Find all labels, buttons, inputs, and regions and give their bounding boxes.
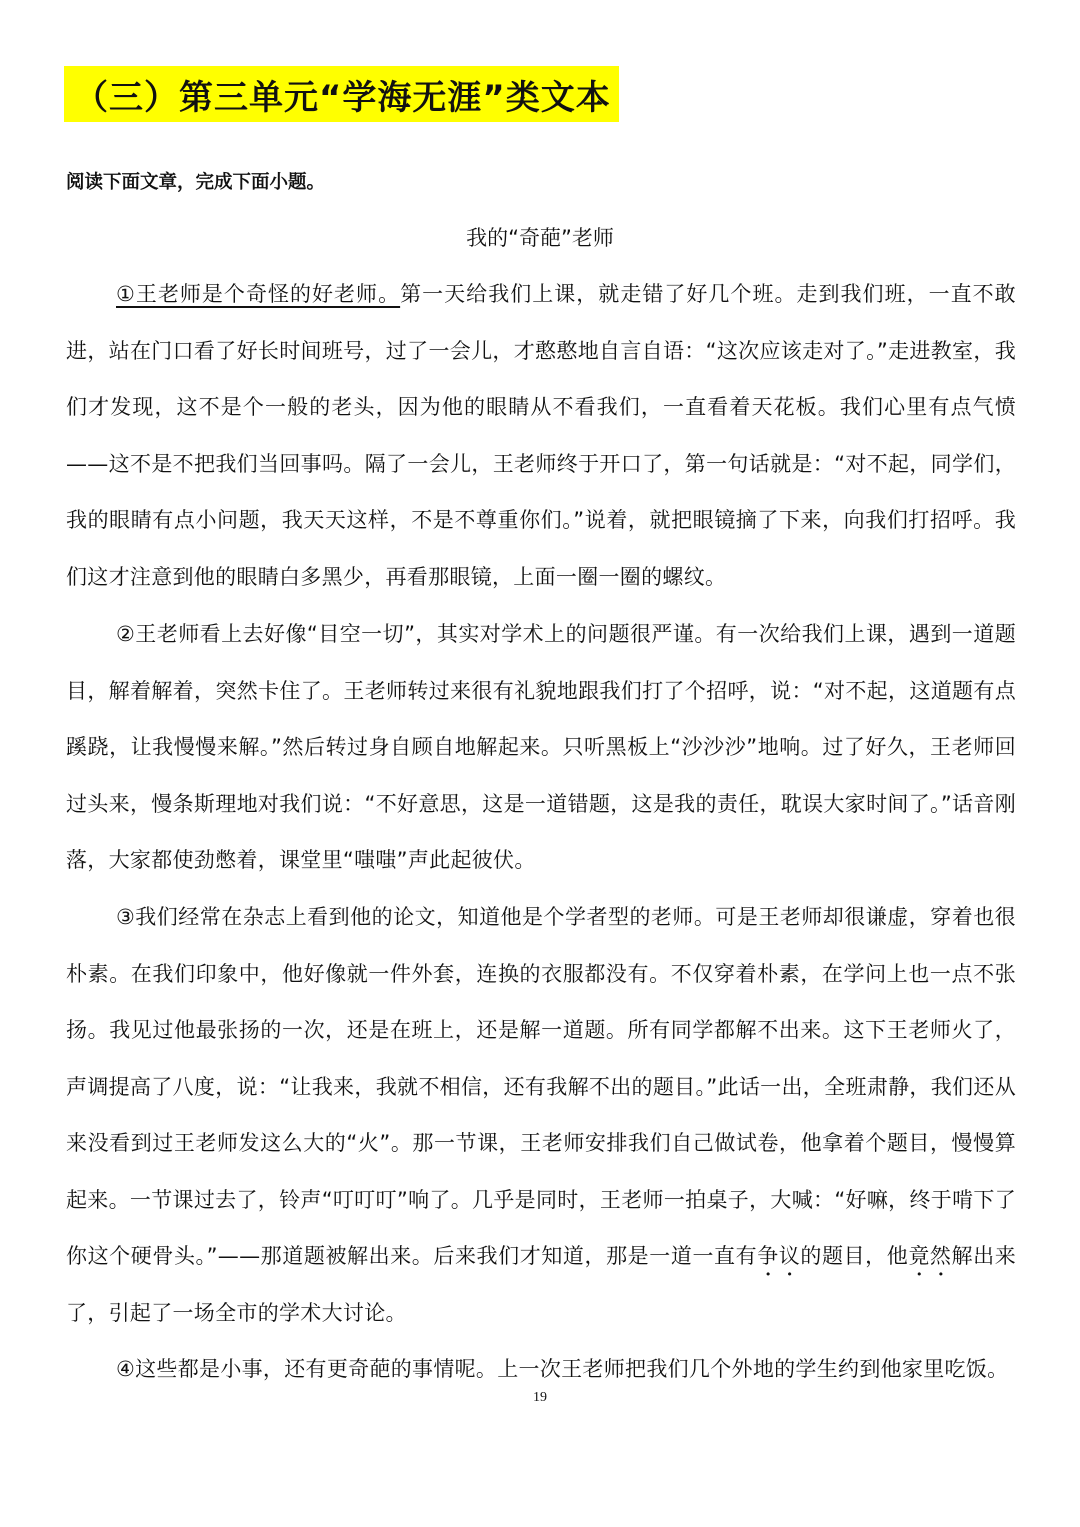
paragraph-4: ④这些都是小事，还有更奇葩的事情呢。上一次王老师把我们几个外地的学生约到他家里吃饭。 — [116, 1357, 1009, 1381]
paragraph-3-text-a: ③我们经常在杂志上看到他的论文，知道他是个学者型的老师。可是王老师却很谦虚，穿着也很朴素。在我们印象中，他好像就一件外套，连换的衣服都没有。不仅穿着朴素，在学问上也一点不张扬。我见过他最张扬的一次，还是在班上，还是解一道题。所有同学都解不出来。这下王老师火了，声调提高了八度，说：“让我来，我就不相信，还有我解不出的题目。”此话一出，全班肃静，我们还从来没看到过王老师发这么大的“火”。那一节课，王老师安排我们自己做试卷，他拿着个题目，慢慢算起来。一节课过去了，铃声“叮叮叮”响了。几乎是同时，王老师一拍桌子，大喊：“好嘛，终于啃下了你这个硬骨头。”——那道题被解出来。后来我们才知道，那是一道一直有 — [66, 905, 1016, 1268]
paragraph-1 — [66, 266, 1016, 605]
reading-instruction: 阅读下面文章，完成下面小题。 — [66, 172, 326, 193]
emphasized-word-1: 争议 — [757, 1244, 801, 1268]
paragraph-1-text: 第一天给我们上课，就走错了好几个班。走到我们班，一直不敢进，站在门口看了好长时间班号，过了一会儿，才憨憨地自言自语：“这次应该走对了。”走进教室，我们才发现，这不是个一般的老头，因为他的眼睛从不看我们，一直看着天花板。我们心里有点气愤——这不是不把我们当回事吗。隔了一会儿，王老师终于开口了，第一句话就是：“对不起，同学们，我的眼睛有点小问题，我天天这样，不是不尊重你们。”说着，就把眼镜摘了下来，向我们打招呼。我们这才注意到他的眼睛白多黑少，再看那眼镜，上面一圈一圈的螺纹。 — [66, 282, 1016, 589]
underlined-sentence: ①王老师是个奇怪的好老师。 — [116, 282, 401, 306]
paragraph-3-text-c: 解出来了，引起了一场全市的学术大讨论。 — [66, 1244, 1017, 1325]
paragraph-3-text-b: 的题目，他 — [800, 1244, 909, 1268]
page-number: 19 — [533, 1390, 547, 1405]
section-title: （三）第三单元“学海无涯”类文本 — [74, 77, 611, 118]
section-title-banner — [64, 66, 619, 122]
paragraph-3 — [66, 889, 1016, 1341]
article-title: 我的“奇葩”老师 — [466, 226, 614, 250]
emphasized-word-2: 竟然 — [908, 1244, 952, 1268]
paragraph-2: ②王老师看上去好像“目空一切”，其实对学术上的问题很严谨。有一次给我们上课，遇到一道题目，解着解着，突然卡住了。王老师转过来很有礼貌地跟我们打了个招呼，说：“对不起，这道题有点蹊跷，让我慢慢来解。”然后转过身自顾自地解起来。只听黑板上“沙沙沙”地响。过了好久，王老师回过头来，慢条斯理地对我们说：“不好意思，这是一道错题，这是我的责任，耽误大家时间了。”话音刚落，大家都使劲憋着，课堂里“嗤嗤”声此起彼伏。 — [66, 622, 1016, 872]
